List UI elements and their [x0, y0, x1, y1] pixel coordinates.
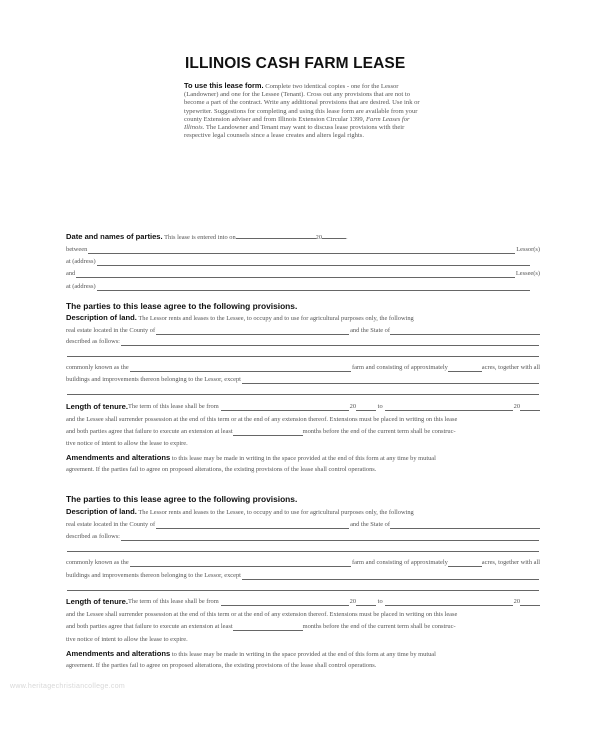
section-2-extension-line [66, 623, 540, 631]
end-date-field[interactable] [385, 404, 512, 411]
lessor-name-field[interactable] [88, 247, 515, 254]
tenure-text: The term of this lease shall be from [128, 403, 219, 410]
section-2-surrender-line: and the Lessee shall surrender possession at the end of this term or at the end of any extension thereof. Extensions must be placed in writing on this lease [66, 611, 458, 618]
end-year-label: 20 [513, 403, 521, 410]
end-date-field[interactable] [385, 599, 512, 606]
end-year-label: 20 [513, 598, 521, 605]
description-field[interactable] [121, 339, 539, 346]
start-date-field[interactable] [221, 599, 348, 606]
buildings-label: buildings and improvements thereon belonging to the Lessor, except [66, 376, 241, 383]
known-label: commonly known as the [66, 559, 129, 566]
section-2-described-line [66, 533, 540, 541]
county-label: real estate located in the County of [66, 327, 156, 334]
farm-label: farm and consisting of approximately [351, 364, 448, 371]
known-label: commonly known as the [66, 364, 129, 371]
except-field[interactable] [242, 377, 539, 384]
section-2-amend-line-2: agreement. If the parties fail to agree on proposed alterations, the existing provisions of the lease shall control operations. [66, 662, 377, 669]
section-1-buildings-line [66, 376, 540, 384]
lessor-address-field[interactable] [97, 259, 530, 266]
section-1-blank-line [66, 388, 540, 395]
county-field[interactable] [156, 328, 349, 335]
description-field[interactable] [121, 534, 539, 541]
intro-italic: Farm Leases for Illinois [184, 115, 410, 132]
section-2-tenure-line [66, 598, 540, 606]
acres-field[interactable] [448, 365, 482, 372]
lessee-name-field[interactable] [76, 271, 515, 278]
extension-text: and both parties agree that failure to execute an extension at least [66, 428, 233, 435]
farm-name-field[interactable] [130, 365, 351, 372]
section-1-surrender-line: and the Lessee shall surrender possession at the end of this term or at the end of any extension thereof. Extensions must be placed in writing on this lease [66, 416, 458, 423]
section-2-county-line [66, 521, 540, 529]
acres-label: acres, together with all [481, 364, 540, 371]
section-1-amend-line [66, 454, 540, 463]
lessor-label: Lessor(s) [516, 246, 540, 253]
to-label: to [377, 598, 383, 605]
watermark-text: www.heritagechristiancollege.com [10, 683, 126, 690]
months-field[interactable] [233, 624, 303, 631]
section-1-extension-line [66, 428, 540, 436]
described-label: described as follows: [66, 338, 120, 345]
start-date-field[interactable] [221, 404, 348, 411]
year-field[interactable] [322, 232, 346, 239]
months-text: months before the end of the current term shall be construc- [302, 428, 456, 435]
amend-text: to this lease may be made in writing in the space provided at the end of this form at any time by mutual [170, 455, 436, 462]
lessee-address-line [66, 283, 540, 291]
section-2-blank-line [66, 584, 540, 591]
months-field[interactable] [233, 429, 303, 436]
and-line [66, 270, 540, 278]
tenure-text: The term of this lease shall be from [128, 598, 219, 605]
between-label: between [66, 246, 88, 253]
date-field[interactable] [236, 232, 316, 239]
months-text: months before the end of the current term shall be construc- [302, 623, 456, 630]
section-1-heading: The parties to this lease agree to the following provisions. [66, 301, 298, 311]
section-2-amend-line [66, 650, 540, 659]
amend-heading: Amendments and alterations [66, 650, 171, 658]
end-year-field[interactable] [520, 404, 540, 411]
parties-year: 20 [315, 234, 323, 241]
section-2-buildings-line [66, 572, 540, 580]
parties-text: This lease is entered into on [162, 234, 236, 241]
lessee-address-field[interactable] [97, 284, 530, 291]
state-field[interactable] [390, 522, 540, 529]
between-line [66, 246, 540, 254]
land-heading: Description of land. [66, 508, 137, 516]
except-field-2[interactable] [67, 388, 539, 395]
except-field[interactable] [242, 573, 539, 580]
section-1-land-line [66, 314, 540, 323]
section-2-known-line [66, 559, 540, 567]
section-1-tenure-line [66, 403, 540, 411]
section-1-described-line [66, 338, 540, 346]
section-2-heading: The parties to this lease agree to the following provisions. [66, 494, 298, 504]
lessor-address-line [66, 258, 540, 266]
state-label: and the State of [350, 521, 390, 528]
description-field-2[interactable] [67, 350, 539, 357]
intro-lead: To use this lease form. [184, 81, 264, 90]
except-field-2[interactable] [67, 584, 539, 591]
land-heading: Description of land. [66, 314, 137, 322]
document-title: ILLINOIS CASH FARM LEASE [185, 55, 406, 72]
description-field-2[interactable] [67, 545, 539, 552]
farm-label: farm and consisting of approximately [351, 559, 448, 566]
amend-heading: Amendments and alterations [66, 454, 171, 462]
intro-text-2: . The Landowner and Tenant may want to discuss lease provisions with their respective legal counsels since a lease creates and alters legal rights. [184, 124, 405, 140]
tenure-heading: Length of tenure. [66, 598, 129, 606]
farm-name-field[interactable] [130, 560, 351, 567]
section-1-notice-line: tive notice of intent to allow the lease to expire. [66, 440, 188, 447]
tenure-heading: Length of tenure. [66, 403, 129, 411]
section-1-known-line [66, 364, 540, 372]
section-2-description-line-2 [66, 545, 540, 552]
land-text: The Lessor rents and leases to the Lessee, to occupy and to use for agricultural purposes only, the following [136, 509, 414, 516]
parties-line: Date and names of parties. This lease is entered into on 20 . [66, 232, 348, 241]
parties-heading: Date and names of parties. [66, 232, 163, 241]
state-label: and the State of [350, 327, 390, 334]
start-year-field[interactable] [356, 599, 376, 606]
start-year-field[interactable] [356, 404, 376, 411]
intro-text-1: Complete two identical copies - one for the Lessor (Landowner) and one for the Lessee (Tenant). Cross out any provisions that are not to become a part of the contract. Write any additional provisions that are desired. Use ink or typewriter. Suggestions for completing and using this lease form are available from your county Extension adviser and from Illinois Extension Circular 1399, [184, 83, 420, 123]
start-year-label: 20 [349, 403, 357, 410]
lessee-address-label: at (address) [66, 283, 96, 290]
section-1-county-line [66, 327, 540, 335]
section-1-amend-line-2: agreement. If the parties fail to agree on proposed alterations, the existing provisions of the lease shall control operations. [66, 466, 377, 473]
buildings-label: buildings and improvements thereon belonging to the Lessor, except [66, 572, 241, 579]
county-field[interactable] [156, 522, 349, 529]
county-label: real estate located in the County of [66, 521, 156, 528]
section-1-description-line-2 [66, 350, 540, 357]
lessee-label: Lessee(s) [515, 270, 540, 277]
land-text: The Lessor rents and leases to the Lessee, to occupy and to use for agricultural purposes only, the following [136, 315, 414, 322]
described-label: described as follows: [66, 533, 120, 540]
acres-field[interactable] [448, 560, 482, 567]
lessor-address-label: at (address) [66, 258, 96, 265]
amend-text: to this lease may be made in writing in the space provided at the end of this form at any time by mutual [170, 651, 436, 658]
to-label: to [377, 403, 383, 410]
section-2-notice-line: tive notice of intent to allow the lease to expire. [66, 636, 188, 643]
acres-label: acres, together with all [481, 559, 540, 566]
extension-text: and both parties agree that failure to execute an extension at least [66, 623, 233, 630]
intro-paragraph [184, 82, 424, 140]
start-year-label: 20 [349, 598, 357, 605]
end-year-field[interactable] [520, 599, 540, 606]
and-label: and [66, 270, 76, 277]
state-field[interactable] [390, 328, 540, 335]
section-2-land-line [66, 508, 540, 517]
